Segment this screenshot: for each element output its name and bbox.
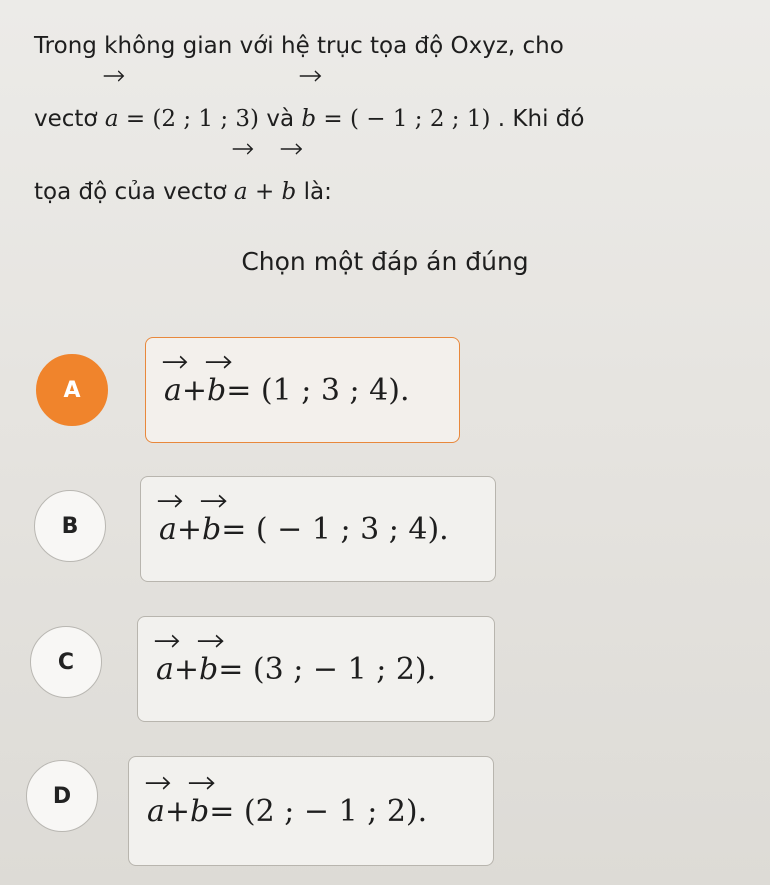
question-line-3-suffix: là: <box>303 179 332 205</box>
question-line-3 <box>34 156 754 229</box>
plus-sign: + <box>254 179 275 205</box>
question-line-1-text: Trong không gian với hệ trục tọa độ Oxyz, cho <box>34 33 564 59</box>
question-line-3-prefix: tọa độ của vectơ <box>34 179 227 205</box>
option-b-answer-box[interactable] <box>140 476 496 582</box>
question-line-2 <box>34 83 754 156</box>
option-c-expression: a+ b= (3 ; − 1 ; 2). <box>156 652 436 687</box>
option-c[interactable] <box>0 600 770 740</box>
vector-a-sum: a <box>234 156 248 229</box>
vector-a: a <box>105 83 119 156</box>
option-a-letter[interactable]: A <box>36 354 108 426</box>
conjunction: và <box>266 106 295 132</box>
vector-a-value: = (2 ; 1 ; 3) <box>125 106 260 132</box>
answer-prompt: Chọn một đáp án đúng <box>241 247 529 276</box>
vecto-label: vectơ <box>34 106 98 132</box>
option-b-expression: a+ b= ( − 1 ; 3 ; 4). <box>159 512 449 547</box>
vector-b-sum: b <box>282 156 297 229</box>
option-d-letter[interactable]: D <box>26 760 98 832</box>
question-text <box>34 10 754 229</box>
option-c-letter[interactable]: C <box>30 626 102 698</box>
question-line-1 <box>34 10 754 83</box>
option-d[interactable] <box>0 740 770 880</box>
question-line-2-suffix: . Khi đó <box>497 106 585 132</box>
vector-b: b <box>301 83 316 156</box>
option-d-answer-box[interactable] <box>128 756 494 866</box>
option-a-answer-box[interactable] <box>145 337 460 443</box>
option-b[interactable] <box>0 458 770 598</box>
option-d-expression: a+ b= (2 ; − 1 ; 2). <box>147 794 427 829</box>
vector-b-value: = ( − 1 ; 2 ; 1) <box>323 106 491 132</box>
option-a[interactable] <box>0 318 770 458</box>
option-b-letter[interactable]: B <box>34 490 106 562</box>
option-c-answer-box[interactable] <box>137 616 495 722</box>
option-a-expression: a+ b= (1 ; 3 ; 4). <box>164 373 410 408</box>
